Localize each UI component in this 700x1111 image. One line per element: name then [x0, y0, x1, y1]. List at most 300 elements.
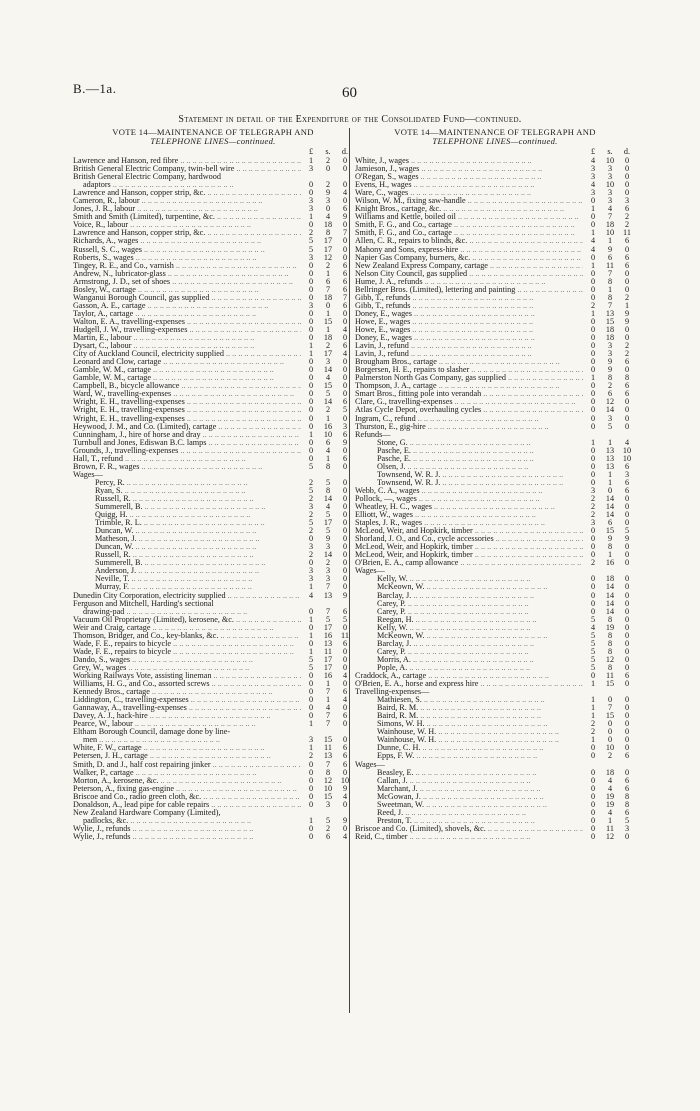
amount-shillings: 17	[323, 349, 333, 359]
entry-description: Wade, F. E., repairs to bicycle .. ..	[73, 640, 301, 648]
amount-pounds: 2	[308, 526, 314, 536]
amount-pounds: 0	[590, 421, 596, 431]
amount-shillings: 1	[325, 695, 331, 705]
amount-shillings: 3	[607, 172, 613, 182]
amount-shillings: 1	[325, 453, 331, 463]
entry-description: Ingram, C., refund .. ..	[355, 415, 583, 423]
amount-pounds: 0	[590, 349, 596, 359]
amount-pence: 6	[624, 236, 630, 246]
amount-pence: 11	[623, 228, 631, 238]
amount-pence: 2	[624, 292, 630, 302]
amount-pence: 6	[624, 381, 630, 391]
amount-pence: 0	[342, 196, 348, 206]
entry-description: Andrew, N., lubricator-glass .. ..	[73, 270, 301, 278]
amount-pounds: 0	[590, 671, 596, 680]
entry-description: Davey, A. J., hack-hire .. ..	[73, 712, 301, 720]
amount-pence: 0	[624, 646, 630, 656]
entry-description: Leonard and Clow, cartage .. ..	[73, 358, 301, 366]
amount-shillings: 13	[605, 445, 615, 455]
amount-pence: 0	[624, 638, 630, 648]
amount-pence: 0	[624, 630, 630, 640]
amount-pounds: 0	[308, 381, 314, 391]
amount-pence: 2	[624, 220, 630, 230]
expenditure-entry	[355, 833, 635, 841]
amount-shillings: 19	[605, 622, 615, 632]
amount-pence: 0	[342, 526, 348, 536]
amount-shillings: 1	[607, 284, 613, 294]
amount-pence: 0	[624, 703, 630, 713]
entry-description: Weir and Craig, cartage .. ..	[73, 624, 301, 632]
amount-pounds: 0	[308, 333, 314, 343]
amount-pounds: 0	[590, 590, 596, 600]
amount-pence: 0	[624, 614, 630, 624]
entry-description: Voice, R., labour .. ..	[73, 221, 301, 229]
entry-description: Kelly, W. .. ..	[355, 575, 583, 583]
amount-pence: 6	[342, 638, 348, 648]
entry-description: Morris, A. .. ..	[355, 656, 583, 664]
amount-pounds: 2	[590, 727, 596, 737]
amount-pence: 4	[342, 324, 348, 334]
amount-pounds: 0	[590, 807, 596, 817]
expenditure-entry	[355, 559, 635, 567]
amount-pounds: 0	[590, 815, 596, 825]
amount-shillings: 17	[323, 662, 333, 672]
statement-title: Statement in detail of the Expenditure of the Consolidated Fund—continued.	[178, 114, 522, 125]
amount-pounds: 0	[590, 324, 596, 334]
amount-shillings: 7	[607, 268, 613, 278]
amount-shillings: 14	[605, 502, 615, 512]
amount-pounds: 0	[590, 542, 596, 552]
amount-pounds: 1	[590, 308, 596, 318]
right-vote-title: VOTE 14—MAINTENANCE OF TELEGRAPH AND	[394, 127, 596, 137]
amount-shillings: 8	[607, 373, 613, 383]
amount-pounds: 5	[308, 662, 314, 672]
amount-pounds: 0	[590, 365, 596, 375]
pounds-label: £	[590, 147, 596, 156]
amount-pence: 0	[342, 445, 348, 455]
entry-description: Preston, T. .. ..	[355, 817, 583, 825]
amount-pence: 0	[624, 397, 630, 407]
right-vote-subtitle: TELEPHONE LINES—continued.	[432, 136, 558, 146]
pence-label: d.	[623, 147, 631, 156]
entry-description: Kelly, W. .. ..	[355, 624, 583, 632]
entry-description: Working Railways Vote, assisting lineman .. ..	[73, 672, 301, 680]
amount-pounds: 0	[590, 783, 596, 793]
amount-pounds: 4	[590, 156, 596, 165]
entry-description: Armstrong, J. D., set of shoes .. ..	[73, 278, 301, 286]
amount-shillings: 5	[325, 477, 331, 487]
amount-pence: 0	[342, 679, 348, 689]
amount-pence: 4	[342, 671, 348, 680]
amount-pounds: 1	[590, 735, 596, 745]
entry-description: Tingey, R. E., and Co., varnish .. ..	[73, 262, 301, 270]
amount-shillings: 18	[323, 292, 333, 302]
amount-pence: 6	[624, 775, 630, 785]
amount-pence: 5	[624, 815, 630, 825]
amount-shillings: 6	[607, 389, 613, 399]
amount-shillings: 2	[607, 751, 613, 761]
amount-pounds: 3	[590, 172, 596, 182]
amount-pence: 6	[342, 606, 348, 616]
amount-pounds: 0	[308, 831, 314, 841]
amount-pounds: 0	[308, 405, 314, 415]
amount-pence: 0	[342, 662, 348, 672]
amount-shillings: 10	[323, 783, 333, 793]
amount-pence: 0	[342, 646, 348, 656]
amount-shillings: 4	[325, 445, 331, 455]
amount-shillings: 13	[323, 751, 333, 761]
amount-pounds: 0	[590, 397, 596, 407]
amount-pounds: 0	[308, 413, 314, 423]
entry-description: Craddock, A., cartage .. ..	[355, 672, 583, 680]
amount-shillings: 14	[605, 405, 615, 415]
amount-shillings: 12	[605, 654, 615, 664]
entry-description: Ferguson and Mitchell, Harding's sectional	[73, 599, 214, 608]
amount-shillings: 16	[605, 558, 615, 568]
amount-pence: 6	[342, 260, 348, 270]
amount-shillings: 8	[325, 485, 331, 495]
amount-pence: 0	[342, 534, 348, 544]
entry-description: Lawrence and Hanson, copper strip, &c. .. ..	[73, 189, 301, 197]
amount-pence: 0	[342, 333, 348, 343]
entry-description: Townsend, W. R. J. .. ..	[355, 479, 583, 487]
amount-pounds: 0	[590, 582, 596, 592]
entry-description: Dysart, C., labour .. ..	[73, 342, 301, 350]
amount-pounds: 0	[590, 831, 596, 841]
amount-shillings: 12	[323, 775, 333, 785]
entry-description: Briscoe and Co. (Limited), shovels, &c. .. ..	[355, 825, 583, 833]
entry-description: Napier Gas Company, burners, &c. .. ..	[355, 254, 583, 262]
left-column	[73, 128, 353, 841]
entry-description: Howe, E., wages .. ..	[355, 318, 583, 326]
pounds-label: £	[308, 147, 314, 156]
amount-shillings: 18	[605, 333, 615, 343]
amount-pounds: 0	[308, 622, 314, 632]
amount-pence: 0	[342, 220, 348, 230]
amount-shillings: 8	[607, 614, 613, 624]
entry-description: Townsend, W. R. J. .. ..	[355, 471, 583, 479]
amount-shillings: 3	[607, 341, 613, 351]
amount-pounds: 2	[308, 228, 314, 238]
amount-pounds: 2	[308, 493, 314, 503]
amount-shillings: 13	[605, 453, 615, 463]
amount-pounds: 3	[590, 518, 596, 528]
amount-pounds: 0	[590, 477, 596, 487]
entry-description: McGowan, J. .. ..	[355, 793, 583, 801]
amount-pounds: 1	[308, 815, 314, 825]
amount-pence: 0	[624, 413, 630, 423]
amount-pence: 0	[342, 381, 348, 391]
amount-pounds: 4	[590, 236, 596, 246]
entry-description: Lawrence and Hanson, copper strip, &c. .. ..	[73, 229, 301, 237]
amount-pounds: 0	[308, 308, 314, 318]
amount-pounds: 0	[590, 453, 596, 463]
amount-pence: 0	[624, 421, 630, 431]
amount-pence: 0	[342, 413, 348, 423]
amount-shillings: 18	[605, 574, 615, 584]
entry-description: O'Regan, S., wages .. ..	[355, 173, 583, 181]
amount-pounds: 0	[308, 188, 314, 198]
entry-description: Morton, A., kerosene, &c. .. ..	[73, 777, 301, 785]
amount-shillings: 8	[607, 638, 613, 648]
entry-description: Mathiesen, S. .. ..	[355, 696, 583, 704]
amount-pounds: 0	[590, 316, 596, 326]
amount-pence: 0	[624, 654, 630, 664]
amount-pence: 0	[342, 316, 348, 326]
amount-pounds: 3	[590, 188, 596, 198]
amount-pounds: 0	[590, 405, 596, 415]
right-column	[355, 128, 635, 841]
amount-shillings: 14	[323, 397, 333, 407]
amount-shillings: 17	[323, 244, 333, 254]
amount-shillings: 5	[325, 526, 331, 536]
amount-pence: 9	[624, 308, 630, 318]
amount-pence: 0	[624, 622, 630, 632]
amount-pounds: 0	[590, 445, 596, 455]
entry-description: Heywood, J. M., and Co. (Limited), cartage .. ..	[73, 423, 301, 431]
amount-shillings: 3	[325, 196, 331, 206]
amount-pounds: 0	[590, 212, 596, 222]
amount-shillings: 18	[605, 220, 615, 230]
amount-pence: 0	[624, 180, 630, 190]
amount-pence: 0	[624, 518, 630, 528]
entry-description: Roberts, S., wages .. ..	[73, 254, 301, 262]
left-vote-subtitle: TELEPHONE LINES—continued.	[150, 136, 276, 146]
amount-pence: 0	[624, 598, 630, 608]
amount-pence: 8	[624, 791, 630, 801]
amount-pence: 6	[624, 260, 630, 270]
amount-shillings: 7	[325, 711, 331, 721]
entry-description: Smart Bros., fitting pole into verandah .. ..	[355, 390, 583, 398]
amount-shillings: 9	[607, 365, 613, 375]
entry-description: Wainhouse, W. H. .. ..	[355, 736, 583, 744]
amount-pounds: 0	[308, 823, 314, 833]
amount-shillings: 3	[325, 357, 331, 367]
amount-shillings: 9	[607, 534, 613, 544]
amount-pence: 0	[624, 590, 630, 600]
amount-shillings: 0	[325, 204, 331, 214]
amount-pence: 0	[342, 308, 348, 318]
amount-pounds: 0	[308, 534, 314, 544]
entry-description: Beasley, E. .. ..	[355, 769, 583, 777]
amount-pounds: 0	[308, 679, 314, 689]
amount-shillings: 18	[605, 324, 615, 334]
amount-pounds: 0	[590, 598, 596, 608]
amount-shillings: 14	[605, 493, 615, 503]
amount-shillings: 11	[324, 646, 332, 656]
amount-shillings: 7	[325, 759, 331, 769]
amount-pounds: 0	[590, 341, 596, 351]
amount-pence: 6	[624, 485, 630, 495]
entry-description: City of Auckland Council, electricity supplied .. ..	[73, 350, 301, 358]
amount-shillings: 7	[325, 687, 331, 697]
entry-description: Sweetman, W. .. ..	[355, 801, 583, 809]
amount-shillings: 15	[323, 316, 333, 326]
entry-description: Walton, E. A., travelling-expenses .. ..	[73, 318, 301, 326]
amount-pounds: 1	[590, 228, 596, 238]
amount-pounds: 0	[590, 526, 596, 536]
entry-description: McKeown, W. .. ..	[355, 583, 583, 591]
document-reference: B.—1a.	[73, 81, 117, 96]
amount-shillings: 15	[605, 526, 615, 536]
amount-pounds: 0	[590, 767, 596, 777]
amount-pounds: 0	[308, 671, 314, 680]
entry-description: Baird, R. M. .. ..	[355, 712, 583, 720]
entry-description: White, F. W., cartage .. ..	[73, 744, 301, 752]
amount-pounds: 2	[590, 493, 596, 503]
amount-pence: 4	[342, 831, 348, 841]
amount-shillings: 7	[325, 582, 331, 592]
amount-pounds: 0	[590, 751, 596, 761]
amount-pounds: 3	[308, 164, 314, 174]
amount-shillings: 1	[607, 469, 613, 479]
amount-pence: 0	[624, 662, 630, 672]
amount-pounds: 0	[590, 791, 596, 801]
amount-pounds: 1	[308, 156, 314, 165]
entry-description: Barclay, J. .. ..	[355, 640, 583, 648]
entry-description: Wylie, J., refunds .. ..	[73, 833, 301, 841]
amount-pence: 6	[342, 687, 348, 697]
amount-pence: 6	[342, 397, 348, 407]
amount-pounds: 0	[308, 767, 314, 777]
right-vote-heading	[355, 128, 635, 146]
amount-pounds: 5	[308, 518, 314, 528]
entry-description: Peterson, A., fixing gas-engine .. ..	[73, 785, 301, 793]
entry-description: Gannaway, A., travelling-expenses .. ..	[73, 704, 301, 712]
entry-description: Reed, J. .. ..	[355, 809, 583, 817]
amount-pence: 7	[342, 292, 348, 302]
amount-shillings: 8	[607, 292, 613, 302]
entry-description: Olsen, J. .. ..	[355, 463, 583, 471]
amount-pence: 6	[342, 300, 348, 310]
entry-description: Wylie, J., refunds .. ..	[73, 825, 301, 833]
amount-pounds: 3	[308, 502, 314, 512]
entry-description: Travelling-expenses—	[355, 688, 430, 697]
amount-shillings: 8	[607, 646, 613, 656]
amount-pence: 5	[342, 405, 348, 415]
amount-shillings: 8	[325, 461, 331, 471]
entry-description: Eltham Borough Council, damage done by line-	[73, 728, 231, 737]
amount-pence: 6	[624, 461, 630, 471]
amount-pounds: 1	[590, 260, 596, 270]
amount-shillings: 0	[607, 485, 613, 495]
entry-description: Gibb, T., refunds .. ..	[355, 294, 583, 302]
amount-pounds: 0	[590, 276, 596, 286]
entry-description: Bosley, W., cartage .. ..	[73, 286, 301, 294]
entry-description: Mahony and Sons, express-hire .. ..	[355, 246, 583, 254]
entry-description: Williams and Kettle, boiled oil .. ..	[355, 213, 583, 221]
entry-description: Pollock, —, wages .. ..	[355, 495, 583, 503]
amount-shillings: 1	[607, 477, 613, 487]
amount-pence: 6	[342, 711, 348, 721]
amount-pence: 4	[624, 437, 630, 447]
entry-description: Wheatley, H. C., wages .. ..	[355, 503, 583, 511]
amount-pounds: 2	[308, 550, 314, 560]
entry-description: Elliott, W., wages .. ..	[355, 511, 583, 519]
entry-description: Carey, P. .. ..	[355, 648, 583, 656]
amount-pence: 0	[342, 799, 348, 809]
entry-description: New Zealand Hardware Company (Limited),	[73, 808, 221, 817]
entry-description: Nelson City Council, gas supplied .. ..	[355, 270, 583, 278]
amount-shillings: 15	[605, 679, 615, 689]
entry-description: adaptors .. ..	[73, 181, 301, 189]
amount-pence: 0	[624, 582, 630, 592]
entry-description: Grey, W., wages .. ..	[73, 664, 301, 672]
amount-pence: 0	[624, 324, 630, 334]
entry-description: Howe, E., wages .. ..	[355, 326, 583, 334]
entry-description: McLeod, Weir, and Hopkirk, timber .. ..	[355, 543, 583, 551]
amount-pence: 9	[624, 534, 630, 544]
entry-description: Callan, J. .. ..	[355, 777, 583, 785]
amount-pounds: 2	[590, 719, 596, 729]
entry-description: Atlas Cycle Depot, overhauling cycles .. ..	[355, 406, 583, 414]
amount-pence: 0	[624, 679, 630, 689]
amount-pounds: 1	[590, 695, 596, 705]
amount-pence: 0	[624, 493, 630, 503]
entry-description: Wright, E. H., travelling-expenses .. ..	[73, 415, 301, 423]
amount-pence: 0	[342, 735, 348, 745]
entry-description: Smith, D. and J., half cost repairing jinker .. ..	[73, 761, 301, 769]
amount-pence: 5	[624, 526, 630, 536]
amount-shillings: 10	[605, 743, 615, 753]
left-vote-title: VOTE 14—MAINTENANCE OF TELEGRAPH AND	[112, 127, 314, 137]
entry-description: Jones, J. R., labour .. ..	[73, 205, 301, 213]
entry-description: Pearce, W., labour .. ..	[73, 720, 301, 728]
amount-pence: 0	[624, 831, 630, 841]
entry-description: Thompson, J. A., cartage .. ..	[355, 382, 583, 390]
left-entries	[73, 157, 353, 841]
entry-description: Turnbull and Jones, Ediswan B.C. lamps .. ..	[73, 439, 301, 447]
amount-shillings: 1	[325, 268, 331, 278]
amount-shillings: 11	[606, 823, 614, 833]
amount-pence: 3	[624, 823, 630, 833]
amount-pence: 0	[624, 188, 630, 198]
amount-pounds: 1	[308, 743, 314, 753]
entry-description: Liddington, C., travelling-expenses .. ..	[73, 696, 301, 704]
amount-pence: 10	[622, 445, 632, 455]
amount-pounds: 5	[590, 646, 596, 656]
amount-pounds: 5	[590, 630, 596, 640]
amount-shillings: 10	[605, 228, 615, 238]
amount-pence: 0	[624, 268, 630, 278]
amount-pence: 0	[342, 252, 348, 262]
amount-pounds: 0	[308, 791, 314, 801]
amount-pounds: 2	[308, 477, 314, 487]
amount-pounds: 1	[308, 630, 314, 640]
amount-pence: 4	[342, 695, 348, 705]
amount-pence: 0	[624, 727, 630, 737]
amount-pence: 0	[624, 550, 630, 560]
entry-description: McLeod, Weir, and Hopkirk, timber .. ..	[355, 527, 583, 535]
amount-pounds: 1	[590, 373, 596, 383]
amount-shillings: 16	[323, 671, 333, 680]
amount-pounds: 1	[308, 582, 314, 592]
amount-pence: 0	[624, 502, 630, 512]
amount-pounds: 0	[590, 534, 596, 544]
entry-description: Refunds—	[355, 430, 391, 439]
amount-shillings: 15	[605, 316, 615, 326]
amount-pounds: 2	[590, 510, 596, 520]
amount-pence: 0	[624, 735, 630, 745]
amount-pounds: 4	[590, 180, 596, 190]
amount-shillings: 17	[323, 518, 333, 528]
amount-shillings: 18	[323, 333, 333, 343]
amount-shillings: 7	[325, 606, 331, 616]
amount-pence: 0	[624, 405, 630, 415]
entry-description: Ryan, S. .. ..	[73, 487, 301, 495]
entry-description: Lavin, J., refund .. ..	[355, 342, 583, 350]
entry-description: Wright, E. H., travelling-expenses .. ..	[73, 406, 301, 414]
